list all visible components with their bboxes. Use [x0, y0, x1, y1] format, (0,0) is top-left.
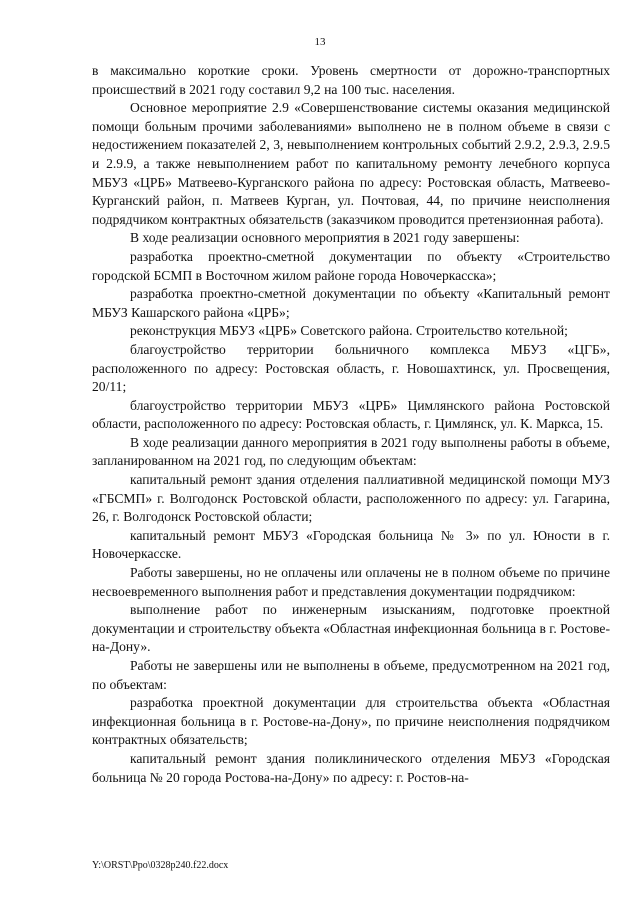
paragraph: капитальный ремонт здания отделения паллиативной медицинской помощи МУЗ «ГБСМП» г. Волгодонск Ростовской области, расположенного по адресу: ул. Гагарина, 26, г. Волгодонск Ростовской области;	[92, 472, 610, 525]
paragraph: Работы завершены, но не оплачены или оплачены не в полном объеме по причине несвоевременного выполнения работ и представления документации подрядчиком:	[92, 565, 610, 599]
paragraph: Работы не завершены или не выполнены в объеме, предусмотренном на 2021 год, по объектам:	[92, 658, 610, 692]
page-number: 13	[314, 36, 326, 48]
document-body	[92, 62, 610, 787]
paragraph: В ходе реализации данного мероприятия в 2021 году выполнены работы в объеме, запланированном на 2021 год, по следующим объектам:	[92, 434, 610, 469]
paragraph: реконструкция МБУЗ «ЦРБ» Советского района. Строительство котельной;	[130, 323, 568, 339]
paragraph: в максимально короткие сроки. Уровень смертности от дорожно-транспортных происшествий в 2021 году составил 9,2 на 100 тыс. населения.	[92, 63, 610, 97]
paragraph: разработка проектно-сметной документации по объекту «Капитальный ремонт МБУЗ Кашарского района «ЦРБ»;	[92, 286, 610, 320]
paragraph: выполнение работ по инженерным изысканиям, подготовке проектной документации и строительству объекта «Областная инфекционная больница в г. Ростове-на-Дону».	[92, 602, 610, 655]
paragraph: разработка проектно-сметной документации по объекту «Строительство городской БСМП в Восточном жилом районе города Новочеркасска»;	[92, 248, 610, 283]
paragraph: Основное мероприятие 2.9 «Совершенствование системы оказания медицинской помощи больным прочими заболеваниями» выполнено не в полном объеме в связи с недостижением показателей 2, 3, невыполнением контрольных событий 2.9.2, 2.9.3, 2.9.5 и 2.9.9, а также невыполнением работ по капитальному ремонту лечебного корпуса МБУЗ «ЦРБ» Матвеево-Курганского района по адресу: Ростовская область, Матвеево-Курганский район, п. Матвеев Курган, ул. Почтовая, 44, по причине неисполнения подрядчиком контрактных обязательств (заказчиком проводится претензионная работа).	[92, 100, 610, 227]
paragraph: капитальный ремонт здания поликлинического отделения МБУЗ «Городская больница № 20 города Ростова-на-Дону» по адресу: г. Ростов-на-	[92, 750, 610, 785]
paragraph: благоустройство территории МБУЗ «ЦРБ» Цимлянского района Ростовской области, расположенного по адресу: Ростовская область, г. Цимлянск, ул. К. Маркса, 15.	[92, 397, 610, 432]
footer-file-path: Y:\ORST\Ppo\0328p240.f22.docx	[92, 860, 229, 871]
paragraph: благоустройство территории больничного комплекса МБУЗ «ЦГБ», расположенного по адресу: Ростовская область, г. Новошахтинск, ул. Просвещения, 20/11;	[92, 341, 610, 395]
paragraph: капитальный ремонт МБУЗ «Городская больница № 3» по ул. Юности в г. Новочеркасске.	[92, 527, 610, 562]
paragraph: разработка проектной документации для строительства объекта «Областная инфекционная больница в г. Ростове-на-Дону», по причине неисполнения подрядчиком контрактных обязательств;	[92, 695, 610, 748]
paragraph: В ходе реализации основного мероприятия в 2021 году завершены:	[130, 230, 520, 246]
